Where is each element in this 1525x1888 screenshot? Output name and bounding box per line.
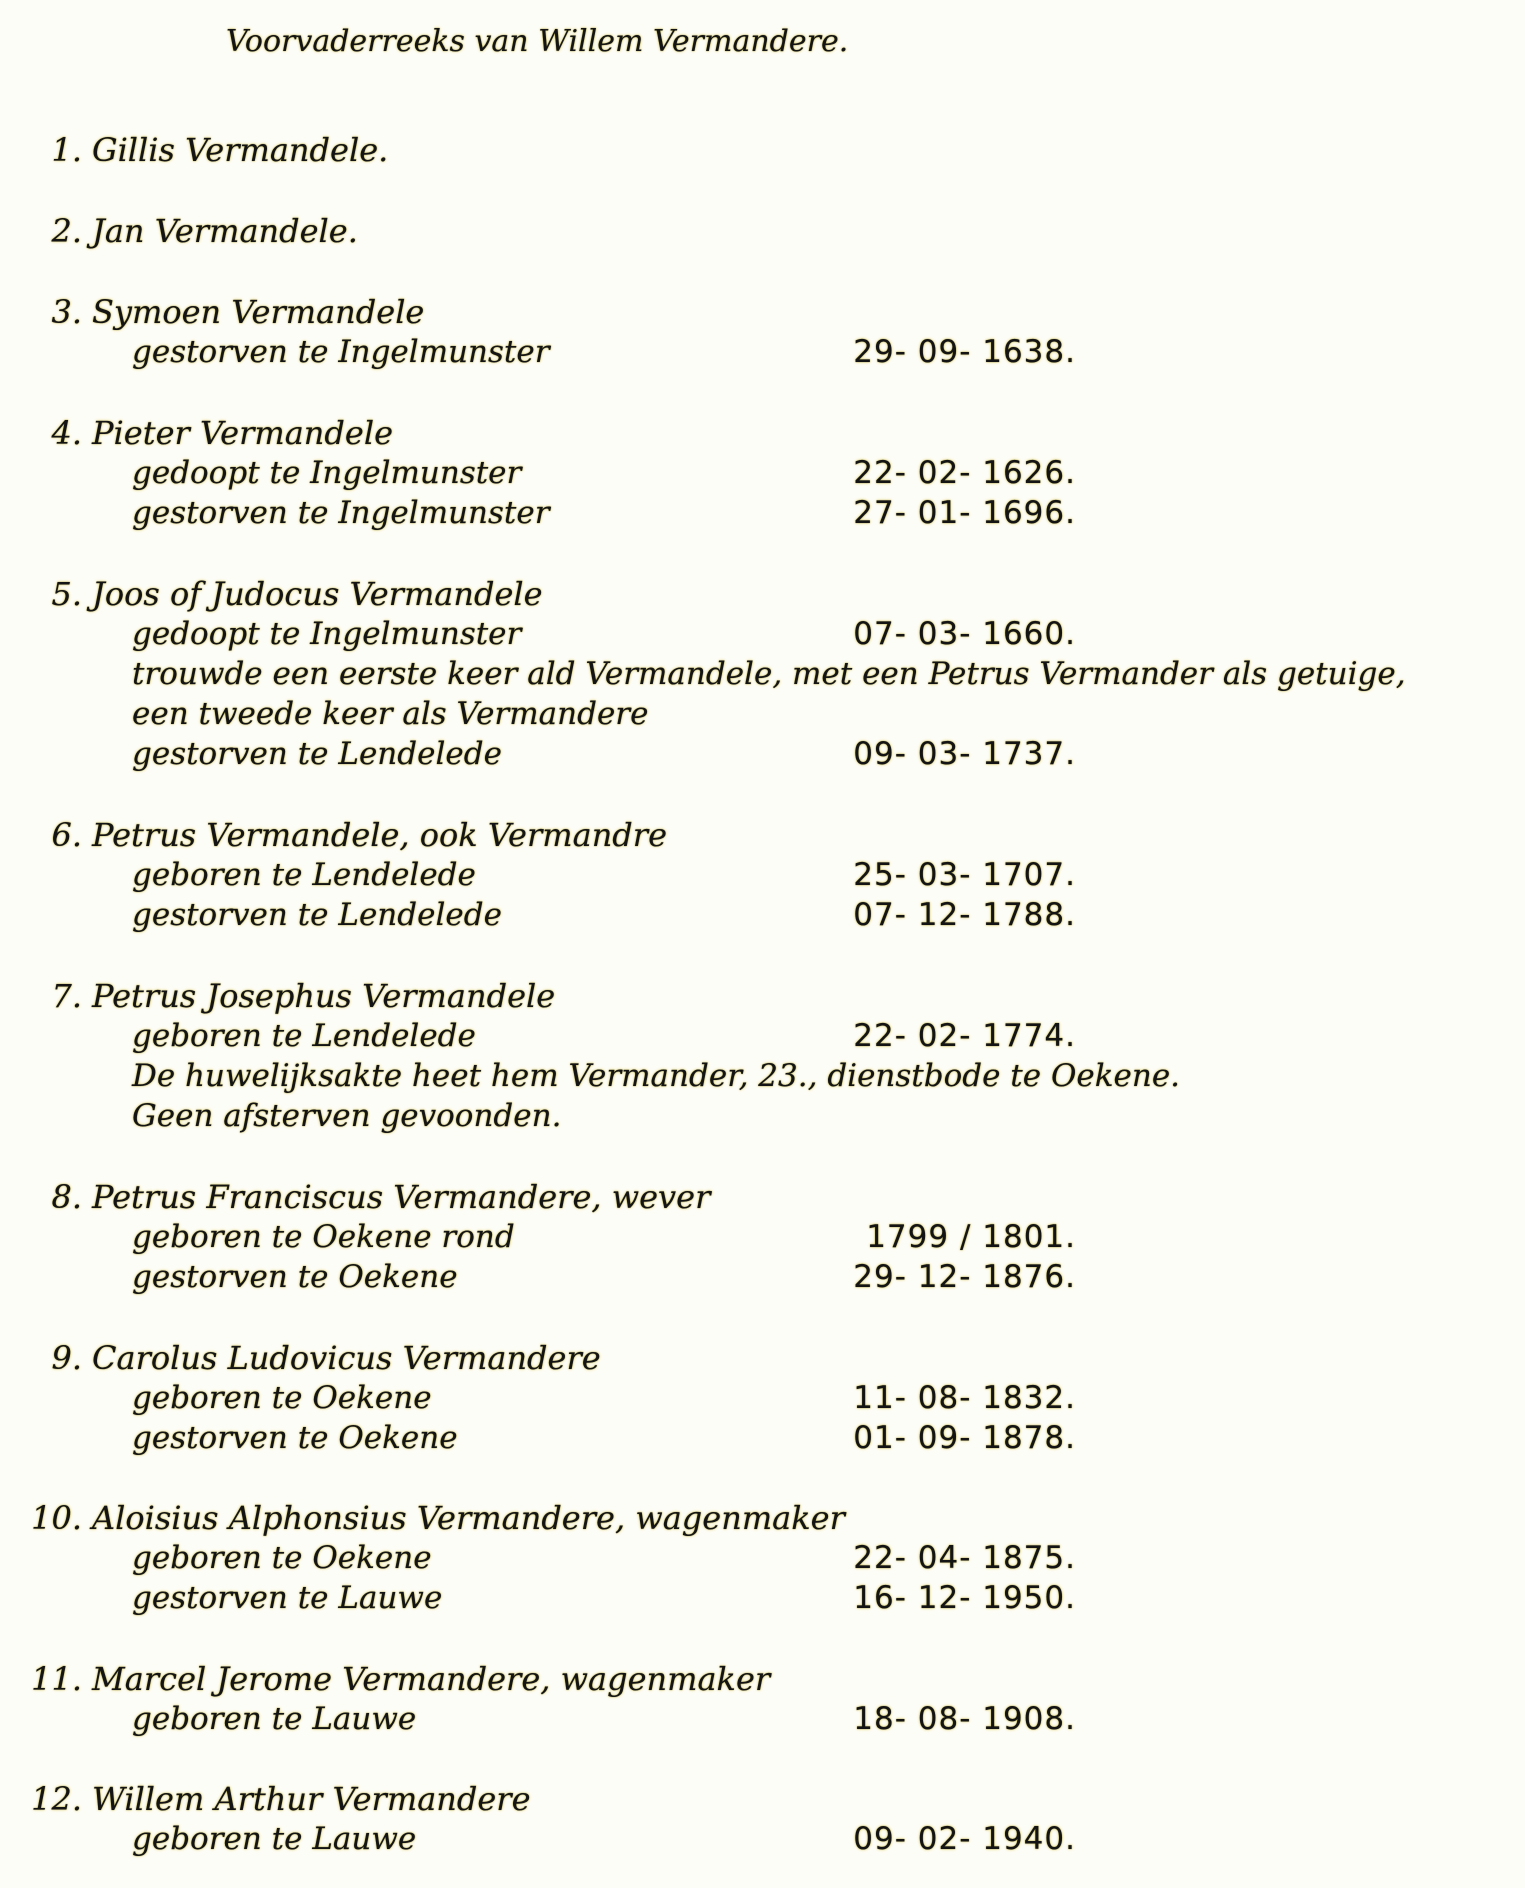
- entry-detail-line: [22, 1819, 1512, 1859]
- detail-date: 07- 12- 1788.: [853, 897, 1076, 933]
- detail-text: gestorven te Ingelmunster: [132, 495, 550, 531]
- ancestor-entry: [22, 130, 1512, 170]
- entry-number: 3.: [51, 293, 82, 331]
- ancestor-entry: [22, 1659, 1512, 1739]
- ancestor-entry: [22, 211, 1512, 251]
- entry-detail-line: [22, 694, 1512, 734]
- ancestor-name: Petrus Vermandele, ook Vermandre: [92, 816, 668, 854]
- detail-text: gestorven te Lauwe: [132, 1580, 443, 1616]
- detail-date: 16- 12- 1950.: [853, 1580, 1076, 1616]
- entry-detail-line: [22, 332, 1512, 372]
- entry-detail-line: [22, 734, 1512, 774]
- entry-detail-line: [22, 1418, 1512, 1458]
- entry-number: 10.: [31, 1499, 82, 1537]
- entry-heading: [22, 1498, 1512, 1538]
- detail-date: 27- 01- 1696.: [853, 495, 1076, 531]
- detail-date: 11- 08- 1832.: [853, 1380, 1076, 1416]
- ancestor-entry: [22, 574, 1512, 774]
- entry-spacer: [22, 1458, 1512, 1498]
- entry-heading: [22, 976, 1512, 1016]
- entry-detail-line: [22, 1378, 1512, 1418]
- entry-heading: [22, 1779, 1512, 1819]
- entry-heading: [22, 1177, 1512, 1217]
- detail-date: 1799 / 1801.: [866, 1219, 1076, 1255]
- entry-detail-line: [22, 1257, 1512, 1297]
- detail-text: gestorven te Lendelede: [132, 736, 502, 772]
- entry-detail-line: [22, 453, 1512, 493]
- detail-text: gedoopt te Ingelmunster: [132, 616, 522, 652]
- entry-heading: [22, 574, 1512, 614]
- ancestor-name: Petrus Franciscus Vermandere, wever: [92, 1178, 711, 1216]
- entry-detail-line: [22, 493, 1512, 533]
- entry-number: 9.: [51, 1339, 82, 1377]
- ancestor-entry: [22, 1498, 1512, 1618]
- entry-spacer: [22, 251, 1512, 292]
- entry-number: 8.: [51, 1178, 82, 1216]
- ancestor-name: Jan Vermandele.: [92, 212, 358, 250]
- entry-number: 1.: [51, 131, 82, 169]
- entry-number: 11.: [31, 1660, 82, 1698]
- ancestor-entry: [22, 292, 1512, 372]
- detail-text: gedoopt te Ingelmunster: [132, 455, 522, 491]
- detail-text: Geen afsterven gevoonden.: [132, 1098, 562, 1134]
- detail-text: trouwde een eerste keer ald Vermandele, met een Petrus Vermander als getuige,: [132, 656, 1406, 692]
- detail-date: 29- 09- 1638.: [853, 334, 1076, 370]
- ancestor-name: Joos of Judocus Vermandele: [92, 575, 543, 613]
- entry-detail-line: [22, 895, 1512, 935]
- ancestor-name: Gillis Vermandele.: [92, 131, 389, 169]
- entry-heading: [22, 1659, 1512, 1699]
- ancestor-name: Petrus Josephus Vermandele: [92, 977, 556, 1015]
- entry-heading: [22, 292, 1512, 332]
- detail-text: geboren te Oekene rond: [132, 1219, 515, 1255]
- detail-text: een tweede keer als Vermandere: [132, 696, 649, 732]
- ancestor-name: Symoen Vermandele: [92, 293, 425, 331]
- detail-date: 07- 03- 1660.: [853, 616, 1076, 652]
- entry-heading: [22, 413, 1512, 453]
- detail-date: 25- 03- 1707.: [853, 857, 1076, 893]
- entry-number: 2.: [51, 212, 82, 250]
- detail-date: 01- 09- 1878.: [853, 1420, 1076, 1456]
- ancestor-entry: [22, 1338, 1512, 1458]
- entry-spacer: [22, 1136, 1512, 1177]
- ancestor-name: Aloisius Alphonsius Vermandere, wagenmaker: [92, 1499, 845, 1537]
- detail-date: 29- 12- 1876.: [853, 1259, 1076, 1295]
- detail-date: 09- 02- 1940.: [853, 1821, 1076, 1857]
- ancestor-entry: [22, 815, 1512, 935]
- detail-date: 22- 04- 1875.: [853, 1540, 1076, 1576]
- entry-heading: [22, 815, 1512, 855]
- entry-spacer: [22, 533, 1512, 574]
- ancestor-entry: [22, 1779, 1512, 1859]
- entry-detail-line: [22, 654, 1512, 694]
- entry-heading: [22, 211, 1512, 251]
- entry-detail-line: [22, 1096, 1512, 1136]
- detail-text: gestorven te Oekene: [132, 1420, 458, 1456]
- entry-detail-line: [22, 1699, 1512, 1739]
- entry-detail-line: [22, 1578, 1512, 1618]
- ancestor-entry: [22, 976, 1512, 1136]
- entry-detail-line: [22, 1016, 1512, 1056]
- detail-text: geboren te Lauwe: [132, 1701, 417, 1737]
- entry-detail-line: [22, 1056, 1512, 1096]
- entry-spacer: [22, 1618, 1512, 1659]
- entry-spacer: [22, 935, 1512, 976]
- detail-text: gestorven te Oekene: [132, 1259, 458, 1295]
- detail-date: 22- 02- 1626.: [853, 455, 1076, 491]
- ancestor-name: Willem Arthur Vermandere: [92, 1780, 531, 1818]
- entry-detail-line: [22, 1538, 1512, 1578]
- detail-text: geboren te Lendelede: [132, 857, 476, 893]
- detail-date: 22- 02- 1774.: [853, 1018, 1076, 1054]
- entry-number: 5.: [51, 575, 82, 613]
- ancestor-list: [22, 130, 1512, 1859]
- ancestor-name: Carolus Ludovicus Vermandere: [92, 1339, 601, 1377]
- detail-date: 09- 03- 1737.: [853, 736, 1076, 772]
- entry-detail-line: [22, 855, 1512, 895]
- entry-number: 4.: [51, 414, 82, 452]
- entry-heading: [22, 130, 1512, 170]
- entry-number: 12.: [31, 1780, 82, 1818]
- detail-text: De huwelijksakte heet hem Vermander, 23., dienstbode te Oekene.: [132, 1058, 1181, 1094]
- entry-spacer: [22, 1739, 1512, 1779]
- entry-spacer: [22, 170, 1512, 211]
- detail-text: geboren te Lendelede: [132, 1018, 476, 1054]
- entry-spacer: [22, 372, 1512, 413]
- entry-detail-line: [22, 614, 1512, 654]
- entry-number: 6.: [51, 816, 82, 854]
- detail-text: geboren te Lauwe: [132, 1821, 417, 1857]
- entry-detail-line: [22, 1217, 1512, 1257]
- ancestor-name: Marcel Jerome Vermandere, wagenmaker: [92, 1660, 771, 1698]
- ancestor-entry: [22, 413, 1512, 533]
- entry-spacer: [22, 1297, 1512, 1338]
- detail-text: geboren te Oekene: [132, 1540, 432, 1576]
- detail-text: gestorven te Lendelede: [132, 897, 502, 933]
- entry-heading: [22, 1338, 1512, 1378]
- ancestor-name: Pieter Vermandele: [92, 414, 393, 452]
- detail-date: 18- 08- 1908.: [853, 1701, 1076, 1737]
- detail-text: gestorven te Ingelmunster: [132, 334, 550, 370]
- entry-spacer: [22, 774, 1512, 815]
- detail-text: geboren te Oekene: [132, 1380, 432, 1416]
- entry-number: 7.: [51, 977, 82, 1015]
- ancestor-entry: [22, 1177, 1512, 1297]
- document-title: Voorvaderreeks van Willem Vermandere.: [226, 24, 849, 59]
